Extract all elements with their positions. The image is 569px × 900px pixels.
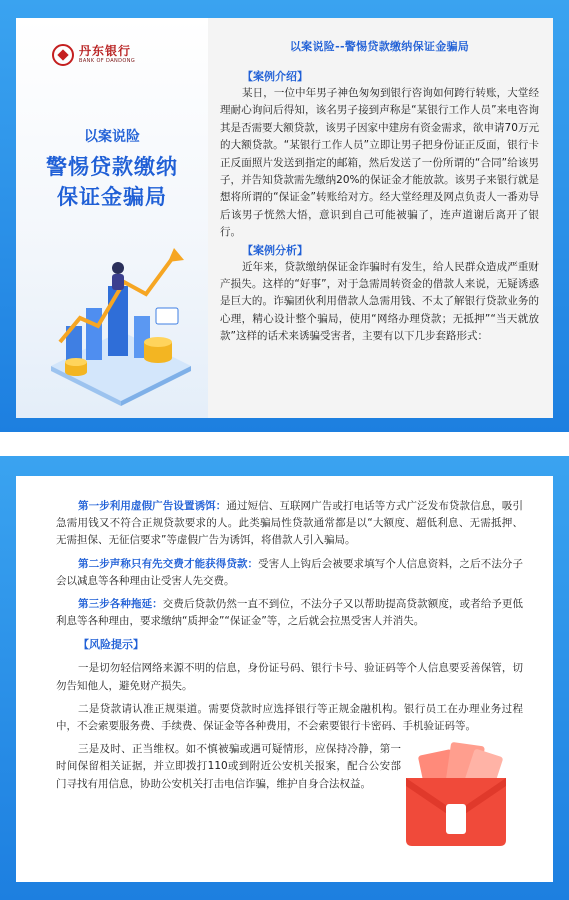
risk-heading: 【风险提示】 xyxy=(78,638,144,652)
case-card xyxy=(208,18,553,418)
step2-text: 受害人上钩后会被要求填写个人信息资料，之后不法分子会以减息等各种理由让受害人先交费。 xyxy=(56,557,524,587)
top-panel xyxy=(0,0,569,432)
case-title: 以案说险--警惕贷款缴纳保证金骗局 xyxy=(289,40,470,53)
step2-label: 第二步声称只有先交费才能获得贷款： xyxy=(78,557,259,570)
risk2-text: 二是贷款请认准正规渠道。需要贷款时应选择银行等正规金融机构。银行员工在办理业务过程中，不会索要服务费、手续费、保证金等各种费用，不会索要银行卡密码、手机验证码等。 xyxy=(56,702,523,733)
step2-paragraph xyxy=(56,556,523,590)
left-title-line2: 保证金骗局 xyxy=(57,185,167,209)
left-card xyxy=(16,18,208,418)
step3-text: 交费后贷款仍然一直不到位，不法分子又以帮助提高贷款额度，或者给予更低利息等各种理由，要求缴纳“质押金”“保证金”等，之后就会拉黑受害人并消失。 xyxy=(56,598,523,628)
left-title-line1: 警惕贷款缴纳 xyxy=(46,155,178,179)
step3-paragraph xyxy=(56,596,523,630)
step1-text: 通过短信、互联网广告或打电话等方式广泛发布贷款信息，吸引急需用钱又不符合正规贷款要求的人。此类骗局性贷款通常都是以“大额度、超低利息、无需抵押、无需担保、无征信要求”等虚假广告为诱饵，将借款人引入骗局。 xyxy=(56,500,524,547)
red-envelope-icon xyxy=(396,738,516,848)
risk3-text: 三是及时、正当维权。如不慎被骗或遇可疑情形，应保持冷静，第一时间保留相关证据，并立即拨打110或到附近公安机关报案，配合公安部门寻找有用信息，协助公安机关打击电信诈骗，维护自身合法权益。 xyxy=(56,743,401,790)
step3-label: 第三步各种拖延： xyxy=(78,598,163,611)
risk1-text: 一是切勿轻信网络来源不明的信息，身份证号码、银行卡号、验证码等个人信息要妥善保管，切勿告知他人，避免财产损失。 xyxy=(56,662,523,692)
intro-text: 某日，一位中年男子神色匆匆到银行咨询如何跨行转账，大堂经理耐心询问后得知，该名男子接到声称是“某银行工作人员”来电咨询其是否需要大额贷款，该男子因家中建房有资金需求，欲申请70万元的大额贷款。“某银行工作人员”立即让男子把身份证正反面，银行卡正反面照片发送到指定的邮箱，然后发送了一份所谓的“合同”给该男子，并告知贷款需先缴纳20%的保证金才能放款。该男子来银行就是想将所谓的“保证金”转账给对方。经大堂经理及网点负责人一番劝导后该男子恍然大悟，意识到自己可能被骗了，连声道谢后离开了银行。 xyxy=(220,87,539,239)
bank-logo-icon xyxy=(52,44,74,66)
left-subtitle: 以案说险 xyxy=(84,129,140,145)
left-title xyxy=(16,152,208,212)
finance-growth-illustration xyxy=(46,246,196,406)
step1-paragraph xyxy=(56,498,523,550)
intro-heading: 【案例介绍】 xyxy=(242,70,308,83)
step1-label: 第一步利用虚假广告设置诱饵： xyxy=(78,500,227,512)
analysis-heading: 【案例分析】 xyxy=(242,243,308,257)
bottom-panel xyxy=(0,456,569,900)
bank-logo xyxy=(52,44,135,66)
bank-name-cn: 丹东银行 xyxy=(79,44,132,58)
analysis-text: 近年来，贷款缴纳保证金诈骗时有发生，给人民群众造成严重财产损失。这样的“好事”，对于急需周转资金的借款人来说，无疑诱惑是巨大的。诈骗团伙利用借款人急需用钱、不太了解银行贷款业务的心理，精心设计整个骗局，使用“网络办理贷款；无抵押”“当天就放款”这样的话术来诱骗受害者，主要有以下几步套路形式： xyxy=(220,260,539,343)
bank-name-en: BANK OF DANDONG xyxy=(79,58,136,64)
